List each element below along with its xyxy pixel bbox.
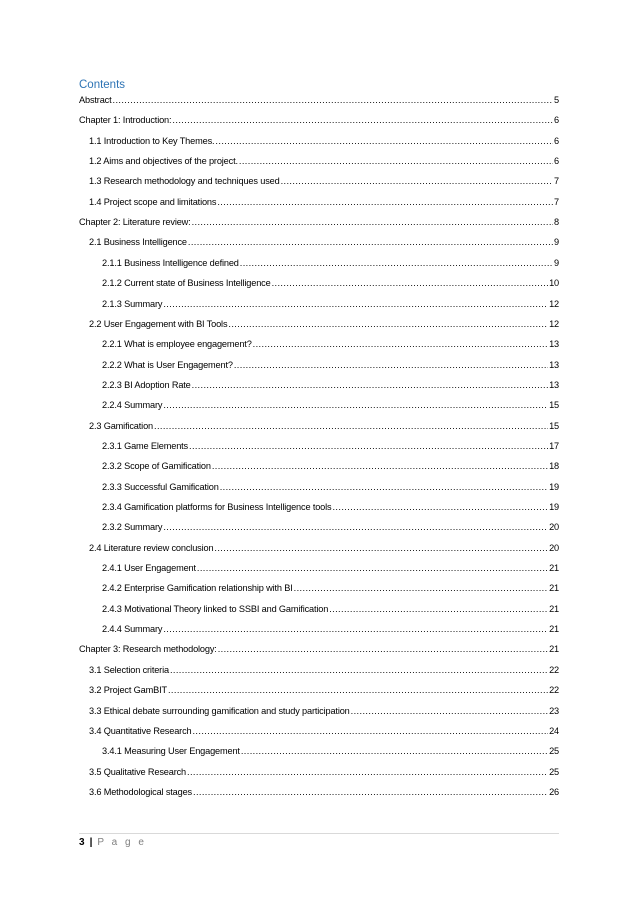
toc-entry[interactable] xyxy=(102,481,559,493)
toc-entry[interactable] xyxy=(79,216,559,228)
toc-entry-page: 15 xyxy=(549,400,559,411)
toc-entry-page: 18 xyxy=(549,461,559,472)
toc-entry-title: 1.4 Project scope and limitations xyxy=(89,196,217,207)
toc-entry-page: 25 xyxy=(549,746,559,757)
toc-dot-leader xyxy=(193,786,548,798)
toc-dot-leader xyxy=(189,440,548,452)
toc-entry-page: 6 xyxy=(554,156,559,167)
toc-dot-leader xyxy=(113,94,554,106)
toc-entry[interactable] xyxy=(102,338,559,350)
toc-entry[interactable] xyxy=(102,582,559,594)
toc-dot-leader xyxy=(214,542,548,554)
toc-entry[interactable] xyxy=(89,664,559,676)
toc-dot-leader xyxy=(197,562,548,574)
toc-entry[interactable] xyxy=(89,705,559,717)
toc-entry[interactable] xyxy=(102,298,559,310)
toc-entry[interactable] xyxy=(89,155,559,167)
footer-page-label: P a g e xyxy=(97,837,147,848)
toc-dot-leader xyxy=(218,643,548,655)
toc-entry[interactable] xyxy=(89,725,559,737)
toc-entry[interactable] xyxy=(79,94,559,106)
toc-entry[interactable] xyxy=(89,420,559,432)
toc-entry-page: 13 xyxy=(549,359,559,370)
toc-dot-leader xyxy=(294,582,548,594)
toc-entry-page: 7 xyxy=(554,196,559,207)
toc-entry-page: 20 xyxy=(549,542,559,553)
toc-entry-title: 2.4 Literature review conclusion xyxy=(89,542,214,553)
toc-entry-title: 2.2.2 What is User Engagement? xyxy=(102,359,233,370)
toc-entry-page: 26 xyxy=(549,786,559,797)
toc-entry-page: 15 xyxy=(549,420,559,431)
toc-dot-leader xyxy=(240,257,553,269)
toc-entry-title: 3.3 Ethical debate surrounding gamification and study participation xyxy=(89,705,350,716)
page-footer xyxy=(79,837,146,848)
toc-entry-title: 3.4.1 Measuring User Engagement xyxy=(102,746,240,757)
toc-dot-leader xyxy=(332,501,548,513)
toc-dot-leader xyxy=(163,521,548,533)
toc-entry[interactable] xyxy=(102,460,559,472)
toc-entry-title: 2.3.1 Game Elements xyxy=(102,440,189,451)
toc-entry-title: 2.2.1 What is employee engagement? xyxy=(102,339,252,350)
toc-entry[interactable] xyxy=(79,114,559,126)
toc-dot-leader xyxy=(234,359,548,371)
toc-entry-title: 1.1 Introduction to Key Themes. xyxy=(89,135,215,146)
toc-entry-title: 2.1.1 Business Intelligence defined xyxy=(102,257,239,268)
toc-entry[interactable] xyxy=(102,603,559,615)
toc-entry-page: 8 xyxy=(554,217,559,228)
toc-entry-title: 2.1.3 Summary xyxy=(102,298,163,309)
toc-entry-page: 12 xyxy=(549,318,559,329)
toc-entry-title: 2.3.4 Gamification platforms for Business Intelligence tools xyxy=(102,502,332,512)
toc-dot-leader xyxy=(215,135,553,147)
toc-entry-title: 2.2.4 Summary xyxy=(102,400,163,411)
toc-entry[interactable] xyxy=(102,521,559,533)
toc-entry-title: 1.3 Research methodology and techniques used xyxy=(89,176,280,187)
footer-divider xyxy=(79,833,559,834)
toc-entry-page: 22 xyxy=(549,685,559,696)
toc-entry[interactable] xyxy=(102,399,559,411)
toc-dot-leader xyxy=(192,725,548,737)
contents-heading: Contents xyxy=(79,79,126,91)
toc-entry-title: 2.4.2 Enterprise Gamification relationship with BI xyxy=(102,583,293,594)
toc-entry[interactable] xyxy=(89,175,559,187)
toc-entry-title: Chapter 2: Literature review: xyxy=(79,217,191,228)
toc-entry[interactable] xyxy=(102,562,559,574)
toc-entry-page: 6 xyxy=(554,115,559,126)
toc-entry[interactable] xyxy=(89,766,559,778)
toc-entry-title: 3.5 Qualitative Research xyxy=(89,766,187,777)
toc-entry-page: 10 xyxy=(549,278,559,289)
toc-entry[interactable] xyxy=(102,257,559,269)
toc-entry-page: 12 xyxy=(549,298,559,309)
toc-entry[interactable] xyxy=(89,135,559,147)
toc-entry-page: 13 xyxy=(549,339,559,350)
toc-entry-title: 2.3.2 Summary xyxy=(102,522,163,533)
toc-dot-leader xyxy=(212,460,548,472)
toc-entry-page: 21 xyxy=(549,583,559,594)
toc-entry-title: 2.1.2 Current state of Business Intelligence xyxy=(102,278,271,289)
toc-entry-title: 2.4.3 Motivational Theory linked to SSBI and Gamification xyxy=(102,603,329,614)
toc-dot-leader xyxy=(192,379,548,391)
toc-entry-title: 2.4.4 Summary xyxy=(102,624,163,635)
toc-entry[interactable] xyxy=(89,786,559,798)
toc-entry-page: 25 xyxy=(549,766,559,777)
toc-entry-title: Abstract xyxy=(79,95,112,105)
toc-dot-leader xyxy=(163,399,548,411)
toc-entry-page: 19 xyxy=(549,502,559,512)
toc-dot-leader xyxy=(239,155,553,167)
footer-page-number: 3 xyxy=(79,837,85,848)
toc-dot-leader xyxy=(329,603,548,615)
toc-entry-title: 1.2 Aims and objectives of the project. xyxy=(89,156,238,167)
toc-entry-page: 24 xyxy=(549,725,559,736)
toc-entry-page: 21 xyxy=(549,644,559,655)
toc-entry-title: 2.3 Gamification xyxy=(89,420,153,431)
toc-entry-title: 2.3.2 Scope of Gamification xyxy=(102,461,211,472)
toc-dot-leader xyxy=(351,705,548,717)
toc-dot-leader xyxy=(168,684,548,696)
toc-entry-page: 17 xyxy=(549,440,559,451)
toc-dot-leader xyxy=(281,175,553,187)
toc-entry-title: 3.4 Quantitative Research xyxy=(89,725,192,736)
toc-entry[interactable] xyxy=(102,379,559,391)
toc-entry-page: 9 xyxy=(554,257,559,268)
toc-entry-page: 21 xyxy=(549,624,559,635)
toc-entry-title: Chapter 1: Introduction: xyxy=(79,115,172,126)
toc-entry[interactable] xyxy=(102,745,559,757)
toc-dot-leader xyxy=(228,318,548,330)
toc-entry[interactable] xyxy=(89,236,559,248)
toc-entry-title: 3.6 Methodological stages xyxy=(89,786,192,797)
toc-entry-page: 23 xyxy=(549,705,559,716)
toc-dot-leader xyxy=(163,623,548,635)
toc-entry-page: 19 xyxy=(549,481,559,492)
toc-dot-leader xyxy=(187,766,548,778)
toc-entry-page: 22 xyxy=(549,664,559,675)
toc-entry-title: 2.3.3 Successful Gamification xyxy=(102,481,219,492)
toc-dot-leader xyxy=(217,196,553,208)
toc-entry[interactable] xyxy=(79,643,559,655)
toc-entry-page: 7 xyxy=(554,176,559,187)
toc-entry-page: 21 xyxy=(549,603,559,614)
toc-entry[interactable] xyxy=(102,501,559,513)
toc-dot-leader xyxy=(170,664,548,676)
toc-entry-title: 2.2.3 BI Adoption Rate xyxy=(102,379,191,390)
toc-entry[interactable] xyxy=(102,359,559,371)
toc-entry-page: 5 xyxy=(554,95,559,105)
toc-dot-leader xyxy=(163,298,548,310)
toc-entry-title: 2.1 Business Intelligence xyxy=(89,237,187,248)
toc-entry-page: 6 xyxy=(554,135,559,146)
toc-entry-title: Chapter 3: Research methodology: xyxy=(79,644,217,655)
toc-entry[interactable] xyxy=(89,684,559,696)
toc-dot-leader xyxy=(192,216,553,228)
toc-entry-page: 9 xyxy=(554,237,559,248)
toc-dot-leader xyxy=(272,277,549,289)
toc-dot-leader xyxy=(188,236,553,248)
toc-entry-title: 3.1 Selection criteria xyxy=(89,664,169,675)
toc-dot-leader xyxy=(154,420,548,432)
toc-entry-page: 20 xyxy=(549,522,559,533)
toc-entry[interactable] xyxy=(102,440,559,452)
toc-entry-page: 13 xyxy=(549,379,559,390)
toc-entry[interactable] xyxy=(102,623,559,635)
toc-dot-leader xyxy=(172,114,553,126)
footer-separator: | xyxy=(89,837,93,848)
toc-entry-title: 2.2 User Engagement with BI Tools xyxy=(89,318,228,329)
toc-dot-leader xyxy=(220,481,548,493)
toc-entry-page: 21 xyxy=(549,563,559,574)
toc-dot-leader xyxy=(253,338,548,350)
toc-entry-title: 3.2 Project GamBIT xyxy=(89,685,167,696)
toc-entry[interactable] xyxy=(89,542,559,554)
toc-entry[interactable] xyxy=(89,318,559,330)
toc-entry[interactable] xyxy=(102,277,559,289)
toc-dot-leader xyxy=(241,745,548,757)
toc-entry[interactable] xyxy=(89,196,559,208)
toc-entry-title: 2.4.1 User Engagement xyxy=(102,563,196,574)
